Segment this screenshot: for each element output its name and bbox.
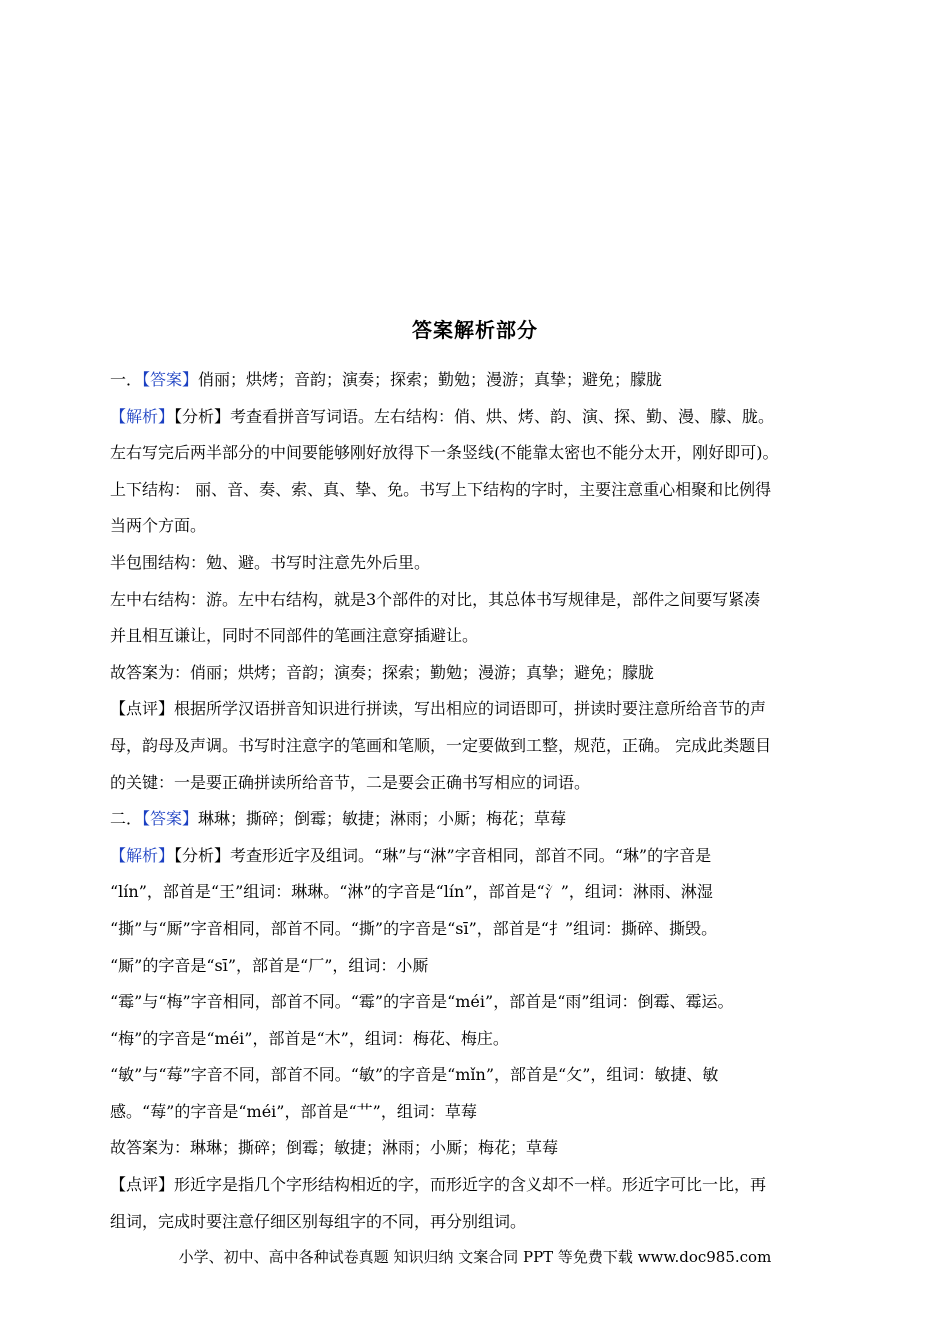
text-line	[110, 691, 850, 728]
page-footer: 小学、初中、高中各种试卷真题 知识归纳 文案合同 PPT 等免费下载 www.doc985.com	[178, 1248, 772, 1266]
text-line	[110, 1130, 850, 1167]
text-line	[110, 618, 850, 655]
line-text: 左右写完后两半部分的中间要能够刚好放得下一条竖线(不能靠太密也不能分太开，刚好即可)。	[110, 443, 779, 463]
text-line	[110, 1204, 850, 1241]
text-line	[110, 874, 850, 911]
text-line	[110, 728, 850, 765]
text-line	[110, 1094, 850, 1131]
line-text: “厮”的字音是“sī”，部首是“厂”，组词：小厮	[110, 955, 429, 975]
text-line	[110, 399, 850, 436]
line-text: 当两个方面。	[110, 516, 207, 536]
text-line	[110, 362, 850, 399]
text-line	[110, 508, 850, 545]
line-text: 俏丽；烘烤；音韵；演奏；探索；勤勉；漫游；真挚；避免；朦胧	[198, 370, 663, 389]
section-tag: 【解析】	[110, 845, 175, 865]
line-text: 一．	[110, 370, 143, 389]
line-text: “lín”，部首是“王”组词：琳琳。“淋”的字音是“lín”，部首是“氵”，组词：淋雨、淋湿	[110, 882, 713, 902]
text-line	[110, 948, 850, 985]
line-text: 【点评】根据所学汉语拼音知识进行拼读，写出相应的词语即可，拼读时要注意所给音节的声	[110, 699, 767, 719]
line-text: 半包围结构：勉、避。书写时注意先外后里。	[110, 552, 431, 572]
section-tag: 【答案】	[142, 370, 199, 389]
text-line	[110, 1021, 850, 1058]
text-line	[110, 435, 850, 472]
line-text: 【点评】形近字是指几个字形结构相近的字，而形近字的含义却不一样。形近字可比一比，再	[110, 1175, 767, 1195]
text-line	[110, 1057, 850, 1094]
line-text: 【分析】考查形近字及组词。“琳”与“淋”字音相同，部首不同。“琳”的字音是	[174, 845, 712, 865]
text-line	[110, 655, 850, 692]
line-text: 的关键：一是要正确拼读所给音节，二是要会正确书写相应的词语。	[110, 772, 591, 792]
line-text: 故答案为：琳琳；撕碎；倒霉；敏捷；淋雨；小厮；梅花；草莓	[110, 1138, 559, 1158]
page-title: 答案解析部分	[412, 318, 538, 342]
line-text: 上下结构： 丽、音、奏、索、真、挚、免。书写上下结构的字时，主要注意重心相聚和比例得	[110, 479, 772, 499]
line-text: “敏”与“莓”字音不同，部首不同。“敏”的字音是“mǐn”，部首是“攵”，组词：敏捷、敏	[110, 1065, 719, 1085]
text-line	[110, 911, 850, 948]
line-text: 并且相互谦让，同时不同部件的笔画注意穿插避让。	[110, 626, 479, 646]
section-tag: 【解析】	[110, 406, 175, 426]
line-text: 母，韵母及声调。书写时注意字的笔画和笔顺，一定要做到工整，规范，正确。 完成此类题目	[110, 735, 772, 755]
text-line	[110, 984, 850, 1021]
text-line	[110, 765, 850, 802]
line-text: 二．	[110, 809, 143, 829]
text-line	[110, 582, 850, 619]
line-text: 感。“莓”的字音是“méi”，部首是“艹”，组词：草莓	[110, 1101, 477, 1121]
text-line	[110, 545, 850, 582]
text-line	[110, 472, 850, 509]
line-text: “撕”与“厮”字音相同，部首不同。“撕”的字音是“sī”，部首是“扌”组词：撕碎、撕毁。	[110, 918, 718, 938]
text-line	[110, 801, 850, 838]
answer-content	[110, 362, 850, 1240]
line-text: “梅”的字音是“méi”，部首是“木”，组词：梅花、梅庄。	[110, 1028, 509, 1048]
line-text: 琳琳；撕碎；倒霉；敏捷；淋雨；小厮；梅花；草莓	[198, 809, 567, 829]
text-line	[110, 1167, 850, 1204]
line-text: 组词，完成时要注意仔细区别每组字的不同，再分别组词。	[110, 1211, 527, 1231]
line-text: 故答案为：俏丽；烘烤；音韵；演奏；探索；勤勉；漫游；真挚；避免；朦胧	[110, 662, 655, 682]
line-text: 左中右结构：游。左中右结构，就是3个部件的对比，其总体书写规律是，部件之间要写紧凑	[110, 589, 761, 609]
text-line	[110, 838, 850, 875]
section-tag: 【答案】	[142, 809, 199, 829]
line-text: 【分析】考查看拼音写词语。左右结构：俏、烘、烤、韵、演、探、勤、漫、朦、胧。	[174, 406, 775, 426]
line-text: “霉”与“梅”字音相同，部首不同。“霉”的字音是“méi”，部首是“雨”组词：倒霉、霉运。	[110, 992, 734, 1012]
